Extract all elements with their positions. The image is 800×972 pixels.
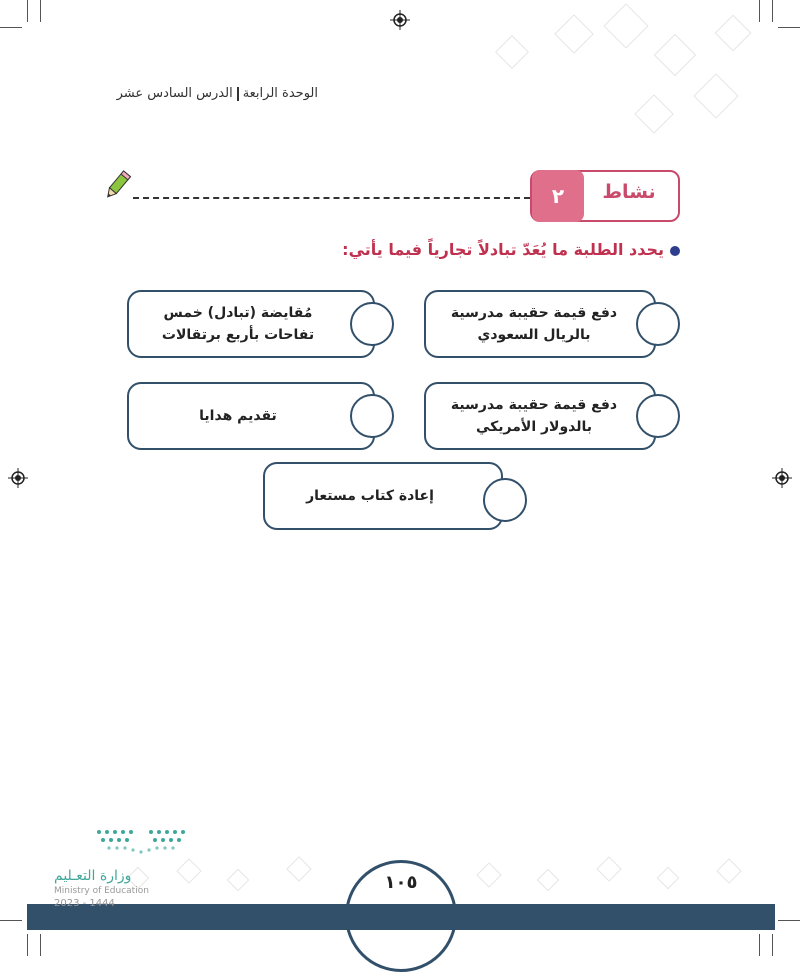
unit-title: الوحدة الرابعة (242, 86, 318, 101)
answer-circle[interactable] (636, 302, 680, 346)
registration-mark-right (772, 468, 792, 488)
answer-circle[interactable] (483, 478, 527, 522)
edition-year: 2023 - 1444 (54, 898, 115, 909)
bullet-icon (670, 246, 680, 256)
answer-circle[interactable] (636, 394, 680, 438)
registration-mark-top (390, 10, 410, 30)
page-header (117, 86, 318, 101)
activity-label: نشاط (602, 181, 656, 203)
footer-bar (27, 904, 775, 930)
activity-number: ٢ (532, 170, 584, 222)
ministry-name-arabic: وزارة التعـليم (54, 868, 132, 884)
ministry-logo-icon (95, 826, 187, 860)
pencil-icon (100, 168, 134, 202)
lesson-title: الدرس السادس عشر (116, 86, 233, 101)
option-card-text: مُقايضة (تبادل) خمس تفاحات بأربع برتقالات (161, 305, 315, 343)
option-card-text: دفع قيمة حقيبة مدرسية بالريال السعودي (450, 305, 618, 343)
dashed-divider (133, 197, 530, 199)
option-card-text: تقديم هدايا (199, 408, 277, 424)
page-number: ١٠٥ (384, 872, 418, 893)
header-divider (237, 87, 239, 101)
question-text: يحدد الطلبة ما يُعَدّ تبادلاً تجارياً فيما يأتي: (342, 240, 680, 259)
ministry-name-en: Ministry of Education (54, 886, 149, 896)
registration-mark-left (8, 468, 28, 488)
answer-circle[interactable] (350, 394, 394, 438)
answer-circle[interactable] (350, 302, 394, 346)
option-card-text: إعادة كتاب مستعار (306, 488, 434, 504)
option-card-text: دفع قيمة حقيبة مدرسية بالدولار الأمريكي (450, 397, 618, 435)
